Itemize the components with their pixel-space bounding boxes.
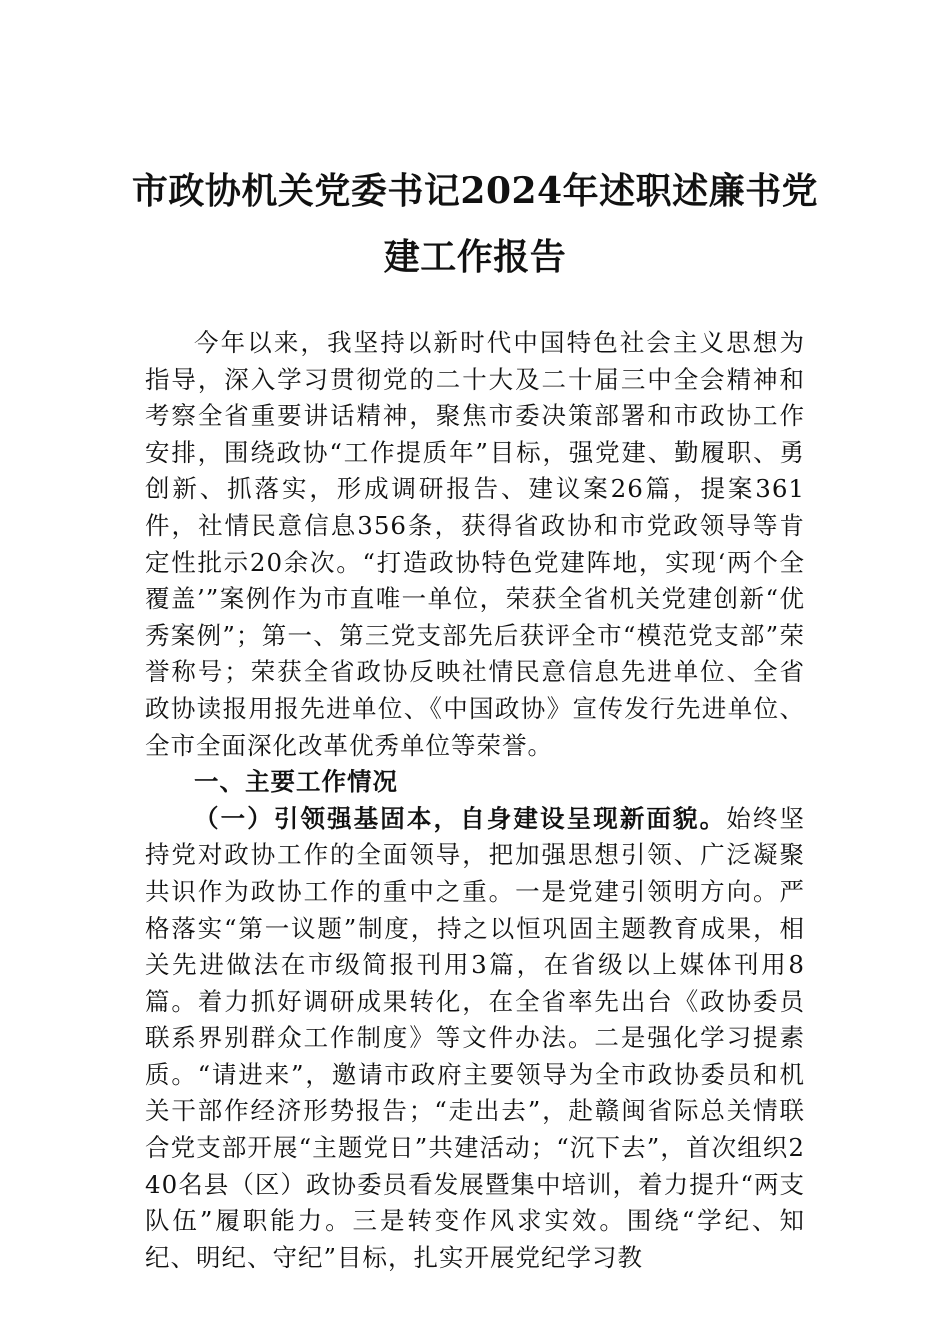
intro-paragraph: 今年以来，我坚持以新时代中国特色社会主义思想为指导，深入学习贯彻党的二十大及二十届三中全会精神和考察全省重要讲话精神，聚焦市委决策部署和市政协工作安排，围绕政协“工作提质年”目标，强党建、勤履职、勇创新、抓落实，形成调研报告、建议案26篇，提案361件，社情民意信息356条，获得省政协和市党政领导等肯定性批示20余次。“打造政协特色党建阵地，实现‘两个全覆盖’”案例作为市直唯一单位，荣获全省机关党建创新“优秀案例”；第一、第三党支部先后获评全市“模范党支部”荣誉称号；荣获全省政协反映社情民意信息先进单位、全省政协读报用报先进单位、《中国政协》宣传发行先进单位、全市全面深化改革优秀单位等荣誉。 bbox=[145, 328, 805, 760]
section-paragraph bbox=[145, 801, 805, 1277]
paragraph-lead: （一）引领强基固本，自身建设呈现新面貌。 bbox=[194, 803, 727, 833]
document-title: 市政协机关党委书记2024年述职述廉书党建工作报告 bbox=[131, 170, 819, 278]
section-heading: 一、主要工作情况 bbox=[194, 767, 398, 797]
document-body bbox=[145, 325, 805, 1276]
paragraph-body: 始终坚持党对政协工作的全面领导，把加强思想引领、广泛凝聚共识作为政协工作的重中之重。一是党建引领明方向。严格落实“第一议题”制度，持之以恒巩固主题教育成果，相关先进做法在市级简报刊用3篇，在省级以上媒体刊用8篇。着力抓好调研成果转化，在全省率先出台《政协委员联系界别群众工作制度》等文件办法。二是强化学习提素质。“请进来”，邀请市政府主要领导为全市政协委员和机关干部作经济形势报告；“走出去”，赴赣闽省际总关情联合党支部开展“主题党日”共建活动；“沉下去”，首次组织240名县（区）政协委员看发展暨集中培训，着力提升“两支队伍”履职能力。三是转变作风求实效。围绕“学纪、知纪、明纪、守纪”目标，扎实开展党纪学习教 bbox=[145, 803, 806, 1272]
